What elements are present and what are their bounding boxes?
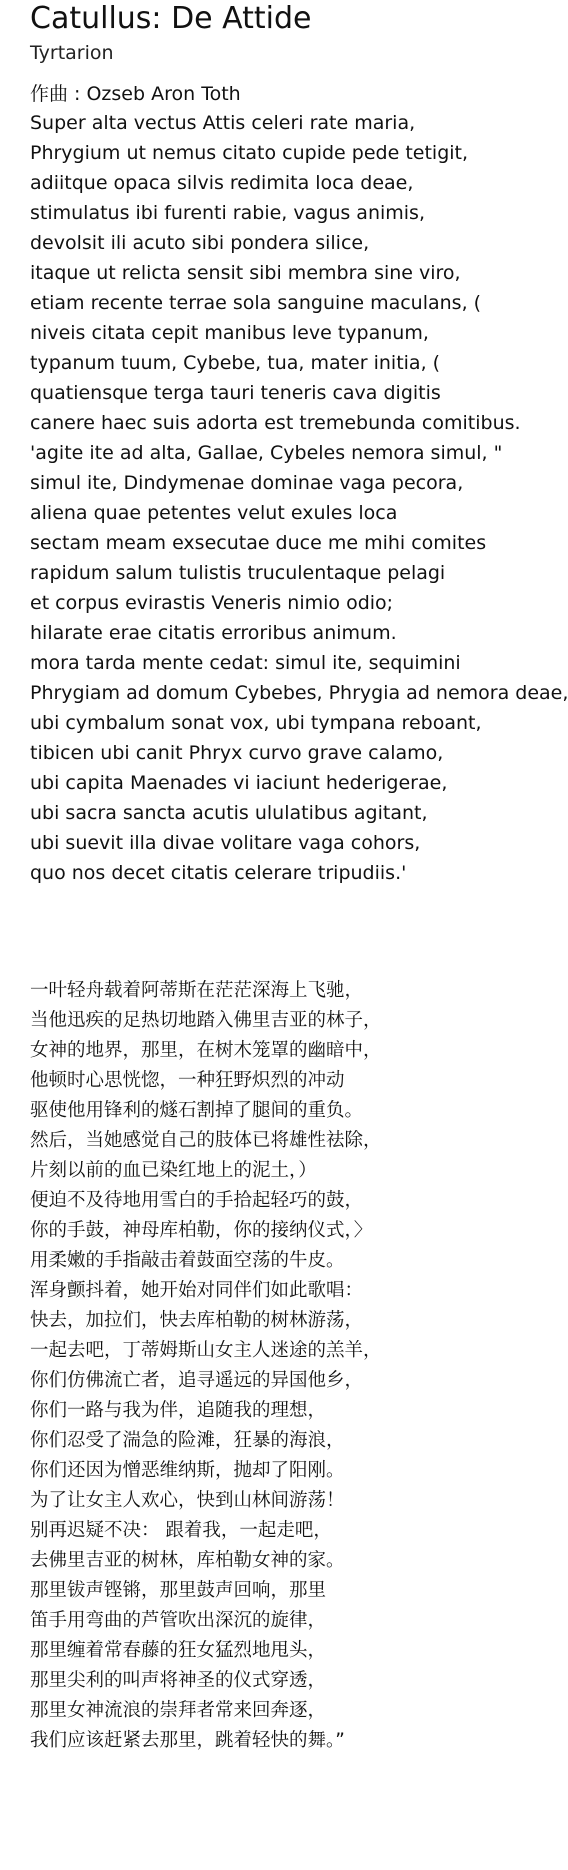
latin-lyrics <box>30 108 568 888</box>
latin-lyric-line: devolsit ili acuto sibi pondera silice, <box>30 232 370 254</box>
chinese-lyric-line: 片刻以前的血已染红地上的泥土，） <box>30 1160 317 1181</box>
chinese-lyric-line: 你的手鼓，神母库柏勒，你的接纳仪式，〉 <box>30 1220 373 1241</box>
latin-lyric-line: Phrygiam ad domum Cybebes, Phrygia ad nemora deae, <box>30 682 568 704</box>
latin-lyric-line: ubi cymbalum sonat vox, ubi tympana reboant, <box>30 712 482 734</box>
chinese-lyric-line: 笛手用弯曲的芦管吹出深沉的旋律， <box>30 1610 327 1631</box>
chinese-lyric-line: 他顿时心思恍惚，一种狂野炽烈的冲动 <box>30 1070 345 1091</box>
latin-lyric-line: canere haec suis adorta est tremebunda comitibus. <box>30 412 521 434</box>
latin-lyric-line: rapidum salum tulistis truculentaque pelagi <box>30 562 446 584</box>
latin-lyric-line: et corpus evirastis Veneris nimio odio; <box>30 592 394 614</box>
chinese-lyric-line: 一叶轻舟载着阿蒂斯在茫茫深海上飞驰， <box>30 980 364 1001</box>
latin-lyric-line: ubi capita Maenades vi iaciunt hederigerae, <box>30 772 448 794</box>
latin-lyric-line: adiitque opaca silvis redimita loca deae, <box>30 172 414 194</box>
latin-lyric-line: etiam recente terrae sola sanguine maculans, ( <box>30 292 482 314</box>
chinese-lyric-line: 那里尖利的叫声将神圣的仪式穿透， <box>30 1670 327 1691</box>
chinese-lyric-line: 你们一路与我为伴，追随我的理想， <box>30 1400 327 1421</box>
latin-lyric-line: Phrygium ut nemus citato cupide pede tetigit, <box>30 142 469 164</box>
latin-lyric-line: ubi sacra sancta acutis ululatibus agitant, <box>30 802 428 824</box>
chinese-lyric-line: 便迫不及待地用雪白的手拾起轻巧的鼓， <box>30 1190 364 1211</box>
latin-lyric-line: niveis citata cepit manibus leve typanum, <box>30 322 429 344</box>
latin-lyric-line: mora tarda mente cedat: simul ite, sequimini <box>30 652 461 674</box>
chinese-lyric-line: 女神的地界，那里，在树木笼罩的幽暗中， <box>30 1040 382 1061</box>
song-title: Catullus: De Attide <box>30 1 312 36</box>
chinese-lyric-line: 一起去吧，丁蒂姆斯山女主人迷途的羔羊， <box>30 1340 382 1361</box>
latin-lyric-line: ubi suevit illa divae volitare vaga cohors, <box>30 832 421 854</box>
chinese-lyric-line: 去佛里吉亚的树林，库柏勒女神的家。 <box>30 1550 345 1571</box>
chinese-lyric-line: 浑身颤抖着，她开始对同伴们如此歌唱： <box>30 1280 364 1301</box>
chinese-lyric-line: 为了让女主人欢心，快到山林间游荡！ <box>30 1490 345 1511</box>
chinese-lyric-line: 快去，加拉们，快去库柏勒的树林游荡， <box>30 1310 364 1331</box>
chinese-lyric-line: 我们应该赶紧去那里，跳着轻快的舞。” <box>30 1730 345 1751</box>
chinese-lyric-line: 那里缠着常春藤的狂女猛烈地甩头， <box>30 1640 327 1661</box>
artist-name: Tyrtarion <box>30 42 114 64</box>
chinese-lyric-line: 那里钹声铿锵，那里鼓声回响，那里 <box>30 1580 327 1601</box>
chinese-lyric-line: 那里女神流浪的崇拜者常来回奔逐， <box>30 1700 327 1721</box>
latin-lyric-line: 'agite ite ad alta, Gallae, Cybeles nemora simul, " <box>30 442 503 464</box>
latin-lyric-line: quo nos decet citatis celerare tripudiis.' <box>30 862 407 884</box>
chinese-lyric-line: 用柔嫩的手指敲击着鼓面空荡的牛皮。 <box>30 1250 345 1271</box>
latin-lyric-line: Super alta vectus Attis celeri rate maria, <box>30 112 416 134</box>
chinese-lyric-line: 别再迟疑不决： 跟着我，一起走吧， <box>30 1520 332 1541</box>
chinese-lyric-line: 当他迅疾的足热切地踏入佛里吉亚的林子， <box>30 1010 382 1031</box>
latin-lyric-line: simul ite, Dindymenae dominae vaga pecora, <box>30 472 464 494</box>
chinese-lyric-line: 然后，当她感觉自己的肢体已将雄性祛除， <box>30 1130 382 1151</box>
chinese-lyric-line: 你们还因为憎恶维纳斯，抛却了阳刚。 <box>30 1460 345 1481</box>
chinese-lyric-line: 你们忍受了湍急的险滩，狂暴的海浪， <box>30 1430 345 1451</box>
latin-lyric-line: quatiensque terga tauri teneris cava digitis <box>30 382 441 404</box>
chinese-lyric-line: 你们仿佛流亡者，追寻遥远的异国他乡， <box>30 1370 364 1391</box>
chinese-lyric-line: 驱使他用锋利的燧石割掉了腿间的重负。 <box>30 1100 364 1121</box>
latin-lyric-line: stimulatus ibi furenti rabie, vagus animis, <box>30 202 425 224</box>
latin-lyric-line: tibicen ubi canit Phryx curvo grave calamo, <box>30 742 444 764</box>
latin-lyric-line: sectam meam exsecutae duce me mihi comites <box>30 532 487 554</box>
latin-lyric-line: hilarate erae citatis erroribus animum. <box>30 622 397 644</box>
latin-lyric-line: itaque ut relicta sensit sibi membra sine viro, <box>30 262 461 284</box>
composer-credit: 作曲 : Ozseb Aron Toth <box>30 83 241 105</box>
latin-lyric-line: typanum tuum, Cybebe, tua, mater initia, ( <box>30 352 441 374</box>
latin-lyric-line: aliena quae petentes velut exules loca <box>30 502 398 524</box>
chinese-translation <box>30 976 500 1756</box>
